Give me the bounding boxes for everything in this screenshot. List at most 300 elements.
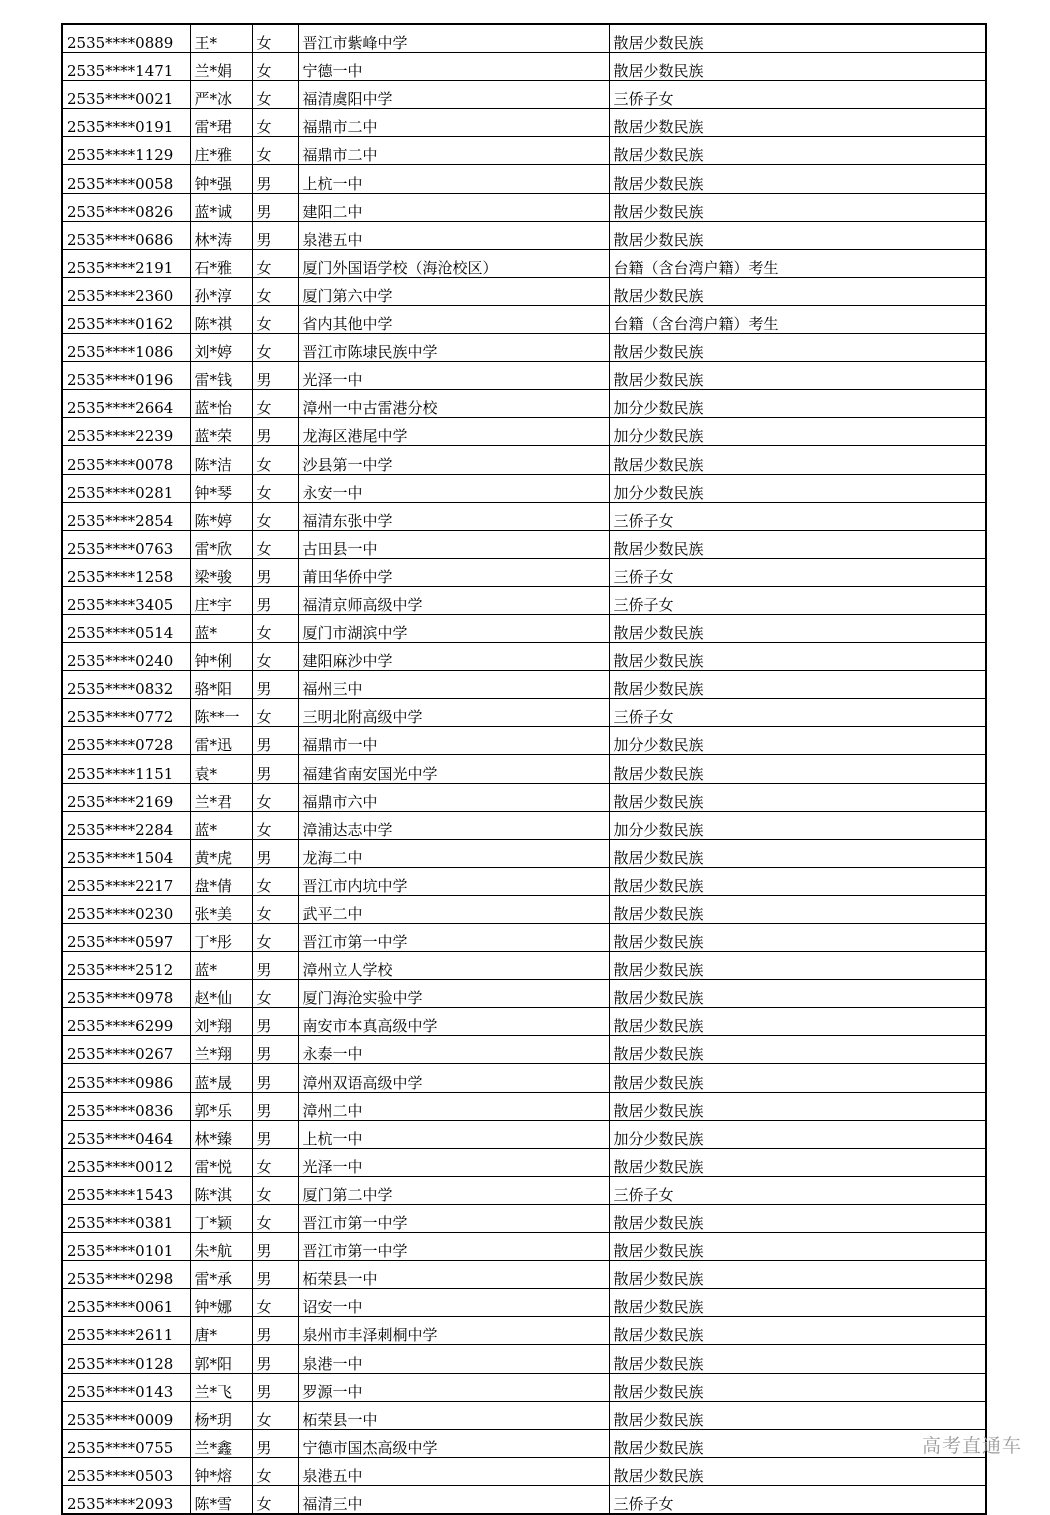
category-cell: 台籍（含台湾户籍）考生 bbox=[609, 305, 986, 333]
school-cell: 漳州一中古雷港分校 bbox=[298, 390, 609, 418]
exam-number-cell: 2535****1504 bbox=[62, 839, 190, 867]
exam-number-cell: 2535****0772 bbox=[62, 699, 190, 727]
table-row bbox=[62, 362, 986, 390]
name-cell: 蓝* bbox=[190, 952, 252, 980]
school-cell: 三明北附高级中学 bbox=[298, 699, 609, 727]
category-cell: 三侨子女 bbox=[609, 699, 986, 727]
gender-cell: 女 bbox=[252, 783, 298, 811]
category-cell: 散居少数民族 bbox=[609, 109, 986, 137]
name-cell: 骆*阳 bbox=[190, 671, 252, 699]
table-row bbox=[62, 193, 986, 221]
category-cell: 散居少数民族 bbox=[609, 1345, 986, 1373]
school-cell: 晋江市内坑中学 bbox=[298, 867, 609, 895]
name-cell: 盘*倩 bbox=[190, 867, 252, 895]
school-cell: 上杭一中 bbox=[298, 1120, 609, 1148]
school-cell: 南安市本真高级中学 bbox=[298, 1008, 609, 1036]
gender-cell: 女 bbox=[252, 924, 298, 952]
gender-cell: 男 bbox=[252, 1036, 298, 1064]
category-cell: 散居少数民族 bbox=[609, 614, 986, 642]
gender-cell: 女 bbox=[252, 1176, 298, 1204]
exam-number-cell: 2535****0162 bbox=[62, 305, 190, 333]
name-cell: 陈*婷 bbox=[190, 502, 252, 530]
exam-number-cell: 2535****2093 bbox=[62, 1485, 190, 1514]
table-row bbox=[62, 811, 986, 839]
category-cell: 散居少数民族 bbox=[609, 1036, 986, 1064]
gender-cell: 女 bbox=[252, 277, 298, 305]
school-cell: 漳州立人学校 bbox=[298, 952, 609, 980]
table-row bbox=[62, 1401, 986, 1429]
name-cell: 庄*雅 bbox=[190, 137, 252, 165]
gender-cell: 女 bbox=[252, 1289, 298, 1317]
table-row bbox=[62, 109, 986, 137]
table-row bbox=[62, 643, 986, 671]
exam-number-cell: 2535****0012 bbox=[62, 1148, 190, 1176]
exam-number-cell: 2535****1129 bbox=[62, 137, 190, 165]
table-row bbox=[62, 980, 986, 1008]
category-cell: 散居少数民族 bbox=[609, 1233, 986, 1261]
school-cell: 古田县一中 bbox=[298, 530, 609, 558]
name-cell: 梁*骏 bbox=[190, 558, 252, 586]
category-cell: 三侨子女 bbox=[609, 81, 986, 109]
exam-number-cell: 2535****2169 bbox=[62, 783, 190, 811]
table-row bbox=[62, 1120, 986, 1148]
category-cell: 散居少数民族 bbox=[609, 1373, 986, 1401]
name-cell: 雷*欣 bbox=[190, 530, 252, 558]
school-cell: 厦门市湖滨中学 bbox=[298, 614, 609, 642]
name-cell: 钟*强 bbox=[190, 165, 252, 193]
name-cell: 钟*俐 bbox=[190, 643, 252, 671]
exam-number-cell: 2535****0381 bbox=[62, 1204, 190, 1232]
exam-number-cell: 2535****0058 bbox=[62, 165, 190, 193]
exam-number-cell: 2535****0196 bbox=[62, 362, 190, 390]
name-cell: 刘*婷 bbox=[190, 334, 252, 362]
exam-number-cell: 2535****0755 bbox=[62, 1429, 190, 1457]
gender-cell: 女 bbox=[252, 699, 298, 727]
table-row bbox=[62, 165, 986, 193]
school-cell: 福建省南安国光中学 bbox=[298, 755, 609, 783]
school-cell: 福鼎市二中 bbox=[298, 137, 609, 165]
school-cell: 建阳麻沙中学 bbox=[298, 643, 609, 671]
table-row bbox=[62, 558, 986, 586]
school-cell: 晋江市陈埭民族中学 bbox=[298, 334, 609, 362]
exam-number-cell: 2535****0009 bbox=[62, 1401, 190, 1429]
table-row bbox=[62, 1176, 986, 1204]
gender-cell: 女 bbox=[252, 643, 298, 671]
category-cell: 散居少数民族 bbox=[609, 1317, 986, 1345]
name-cell: 钟*熔 bbox=[190, 1457, 252, 1485]
exam-number-cell: 2535****0128 bbox=[62, 1345, 190, 1373]
category-cell: 散居少数民族 bbox=[609, 755, 986, 783]
gender-cell: 女 bbox=[252, 811, 298, 839]
gender-cell: 男 bbox=[252, 755, 298, 783]
gender-cell: 女 bbox=[252, 305, 298, 333]
table-row bbox=[62, 502, 986, 530]
table-row bbox=[62, 1289, 986, 1317]
category-cell: 散居少数民族 bbox=[609, 895, 986, 923]
category-cell: 散居少数民族 bbox=[609, 1429, 986, 1457]
name-cell: 丁*颖 bbox=[190, 1204, 252, 1232]
table-row bbox=[62, 614, 986, 642]
table-row bbox=[62, 1429, 986, 1457]
category-cell: 散居少数民族 bbox=[609, 1204, 986, 1232]
school-cell: 福鼎市一中 bbox=[298, 727, 609, 755]
school-cell: 建阳二中 bbox=[298, 193, 609, 221]
category-cell: 散居少数民族 bbox=[609, 446, 986, 474]
exam-number-cell: 2535****0728 bbox=[62, 727, 190, 755]
gender-cell: 女 bbox=[252, 1485, 298, 1514]
table-row bbox=[62, 305, 986, 333]
category-cell: 三侨子女 bbox=[609, 558, 986, 586]
name-cell: 朱*航 bbox=[190, 1233, 252, 1261]
table-row bbox=[62, 1317, 986, 1345]
exam-number-cell: 2535****0230 bbox=[62, 895, 190, 923]
table-row bbox=[62, 1204, 986, 1232]
exam-number-cell: 2535****1151 bbox=[62, 755, 190, 783]
name-cell: 王* bbox=[190, 24, 252, 53]
category-cell: 散居少数民族 bbox=[609, 924, 986, 952]
name-cell: 郭*阳 bbox=[190, 1345, 252, 1373]
table-row bbox=[62, 53, 986, 81]
name-cell: 石*雅 bbox=[190, 249, 252, 277]
table-row bbox=[62, 1457, 986, 1485]
category-cell: 散居少数民族 bbox=[609, 24, 986, 53]
category-cell: 散居少数民族 bbox=[609, 165, 986, 193]
school-cell: 泉港五中 bbox=[298, 221, 609, 249]
table-row bbox=[62, 390, 986, 418]
exam-number-cell: 2535****0836 bbox=[62, 1092, 190, 1120]
name-cell: 蓝*怡 bbox=[190, 390, 252, 418]
school-cell: 厦门外国语学校（海沧校区） bbox=[298, 249, 609, 277]
school-cell: 福清虞阳中学 bbox=[298, 81, 609, 109]
gender-cell: 男 bbox=[252, 1233, 298, 1261]
gender-cell: 男 bbox=[252, 418, 298, 446]
table-row bbox=[62, 1485, 986, 1514]
gender-cell: 女 bbox=[252, 474, 298, 502]
exam-number-cell: 2535****1471 bbox=[62, 53, 190, 81]
gender-cell: 男 bbox=[252, 1429, 298, 1457]
gender-cell: 男 bbox=[252, 586, 298, 614]
name-cell: 钟*娜 bbox=[190, 1289, 252, 1317]
gender-cell: 女 bbox=[252, 446, 298, 474]
gender-cell: 女 bbox=[252, 53, 298, 81]
category-cell: 散居少数民族 bbox=[609, 1401, 986, 1429]
school-cell: 上杭一中 bbox=[298, 165, 609, 193]
school-cell: 永泰一中 bbox=[298, 1036, 609, 1064]
school-cell: 漳浦达志中学 bbox=[298, 811, 609, 839]
school-cell: 福清三中 bbox=[298, 1485, 609, 1514]
category-cell: 三侨子女 bbox=[609, 1485, 986, 1514]
table-row bbox=[62, 277, 986, 305]
exam-number-cell: 2535****2360 bbox=[62, 277, 190, 305]
category-cell: 加分少数民族 bbox=[609, 811, 986, 839]
exam-number-cell: 2535****0191 bbox=[62, 109, 190, 137]
category-cell: 散居少数民族 bbox=[609, 839, 986, 867]
school-cell: 泉州市丰泽刺桐中学 bbox=[298, 1317, 609, 1345]
table-row bbox=[62, 1345, 986, 1373]
name-cell: 蓝* bbox=[190, 614, 252, 642]
category-cell: 散居少数民族 bbox=[609, 137, 986, 165]
school-cell: 福鼎市六中 bbox=[298, 783, 609, 811]
school-cell: 厦门第二中学 bbox=[298, 1176, 609, 1204]
category-cell: 散居少数民族 bbox=[609, 1261, 986, 1289]
name-cell: 陈*雪 bbox=[190, 1485, 252, 1514]
table-row bbox=[62, 755, 986, 783]
gender-cell: 女 bbox=[252, 614, 298, 642]
gender-cell: 男 bbox=[252, 727, 298, 755]
name-cell: 林*涛 bbox=[190, 221, 252, 249]
table-row bbox=[62, 221, 986, 249]
school-cell: 晋江市第一中学 bbox=[298, 924, 609, 952]
name-cell: 赵*仙 bbox=[190, 980, 252, 1008]
school-cell: 晋江市第一中学 bbox=[298, 1233, 609, 1261]
name-cell: 陈**一 bbox=[190, 699, 252, 727]
category-cell: 散居少数民族 bbox=[609, 643, 986, 671]
gender-cell: 女 bbox=[252, 530, 298, 558]
table-row bbox=[62, 586, 986, 614]
gender-cell: 女 bbox=[252, 1204, 298, 1232]
exam-number-cell: 2535****2854 bbox=[62, 502, 190, 530]
category-cell: 散居少数民族 bbox=[609, 362, 986, 390]
table-row bbox=[62, 474, 986, 502]
name-cell: 蓝* bbox=[190, 811, 252, 839]
gender-cell: 女 bbox=[252, 390, 298, 418]
name-cell: 张*美 bbox=[190, 895, 252, 923]
exam-number-cell: 2535****2664 bbox=[62, 390, 190, 418]
table-row bbox=[62, 671, 986, 699]
gender-cell: 女 bbox=[252, 81, 298, 109]
gender-cell: 男 bbox=[252, 221, 298, 249]
gender-cell: 男 bbox=[252, 952, 298, 980]
table-row bbox=[62, 446, 986, 474]
table-row bbox=[62, 1233, 986, 1261]
exam-number-cell: 2535****0101 bbox=[62, 1233, 190, 1261]
category-cell: 散居少数民族 bbox=[609, 53, 986, 81]
name-cell: 兰*翔 bbox=[190, 1036, 252, 1064]
exam-number-cell: 2535****2284 bbox=[62, 811, 190, 839]
gender-cell: 男 bbox=[252, 1373, 298, 1401]
exam-number-cell: 2535****0021 bbox=[62, 81, 190, 109]
gender-cell: 女 bbox=[252, 137, 298, 165]
name-cell: 陈*淇 bbox=[190, 1176, 252, 1204]
school-cell: 晋江市紫峰中学 bbox=[298, 24, 609, 53]
name-cell: 刘*翔 bbox=[190, 1008, 252, 1036]
gender-cell: 女 bbox=[252, 1148, 298, 1176]
exam-number-cell: 2535****2217 bbox=[62, 867, 190, 895]
name-cell: 兰*鑫 bbox=[190, 1429, 252, 1457]
gender-cell: 女 bbox=[252, 502, 298, 530]
name-cell: 庄*宇 bbox=[190, 586, 252, 614]
table-row bbox=[62, 895, 986, 923]
school-cell: 漳州二中 bbox=[298, 1092, 609, 1120]
table-row bbox=[62, 783, 986, 811]
category-cell: 散居少数民族 bbox=[609, 783, 986, 811]
gender-cell: 男 bbox=[252, 671, 298, 699]
school-cell: 厦门第六中学 bbox=[298, 277, 609, 305]
gender-cell: 男 bbox=[252, 1008, 298, 1036]
school-cell: 泉港一中 bbox=[298, 1345, 609, 1373]
name-cell: 蓝*荣 bbox=[190, 418, 252, 446]
exam-number-cell: 2535****1258 bbox=[62, 558, 190, 586]
school-cell: 厦门海沧实验中学 bbox=[298, 980, 609, 1008]
name-cell: 唐* bbox=[190, 1317, 252, 1345]
name-cell: 蓝*诚 bbox=[190, 193, 252, 221]
gender-cell: 男 bbox=[252, 165, 298, 193]
gender-cell: 女 bbox=[252, 334, 298, 362]
table-row bbox=[62, 530, 986, 558]
school-cell: 晋江市第一中学 bbox=[298, 1204, 609, 1232]
name-cell: 严*冰 bbox=[190, 81, 252, 109]
gender-cell: 女 bbox=[252, 109, 298, 137]
name-cell: 雷*悦 bbox=[190, 1148, 252, 1176]
name-cell: 钟*琴 bbox=[190, 474, 252, 502]
category-cell: 加分少数民族 bbox=[609, 1120, 986, 1148]
table-row bbox=[62, 24, 986, 53]
category-cell: 加分少数民族 bbox=[609, 474, 986, 502]
table-row bbox=[62, 334, 986, 362]
name-cell: 兰*君 bbox=[190, 783, 252, 811]
exam-number-cell: 2535****0464 bbox=[62, 1120, 190, 1148]
table-row bbox=[62, 1036, 986, 1064]
gender-cell: 女 bbox=[252, 249, 298, 277]
category-cell: 加分少数民族 bbox=[609, 390, 986, 418]
school-cell: 诏安一中 bbox=[298, 1289, 609, 1317]
school-cell: 武平二中 bbox=[298, 895, 609, 923]
category-cell: 三侨子女 bbox=[609, 586, 986, 614]
table-row bbox=[62, 1008, 986, 1036]
school-cell: 光泽一中 bbox=[298, 362, 609, 390]
category-cell: 散居少数民族 bbox=[609, 1064, 986, 1092]
table-row bbox=[62, 418, 986, 446]
exam-number-cell: 2535****1086 bbox=[62, 334, 190, 362]
exam-number-cell: 2535****0298 bbox=[62, 1261, 190, 1289]
gender-cell: 女 bbox=[252, 980, 298, 1008]
category-cell: 加分少数民族 bbox=[609, 727, 986, 755]
exam-number-cell: 2535****0240 bbox=[62, 643, 190, 671]
category-cell: 散居少数民族 bbox=[609, 193, 986, 221]
category-cell: 加分少数民族 bbox=[609, 418, 986, 446]
exam-number-cell: 2535****0832 bbox=[62, 671, 190, 699]
gender-cell: 女 bbox=[252, 867, 298, 895]
school-cell: 宁德市国杰高级中学 bbox=[298, 1429, 609, 1457]
name-cell: 黄*虎 bbox=[190, 839, 252, 867]
gender-cell: 男 bbox=[252, 1317, 298, 1345]
category-cell: 散居少数民族 bbox=[609, 1008, 986, 1036]
school-cell: 福清东张中学 bbox=[298, 502, 609, 530]
school-cell: 沙县第一中学 bbox=[298, 446, 609, 474]
table-row bbox=[62, 699, 986, 727]
gender-cell: 女 bbox=[252, 24, 298, 53]
table-row bbox=[62, 867, 986, 895]
exam-number-cell: 2535****6299 bbox=[62, 1008, 190, 1036]
name-cell: 杨*玥 bbox=[190, 1401, 252, 1429]
name-cell: 林*臻 bbox=[190, 1120, 252, 1148]
table-row bbox=[62, 1148, 986, 1176]
exam-number-cell: 2535****0503 bbox=[62, 1457, 190, 1485]
category-cell: 三侨子女 bbox=[609, 502, 986, 530]
category-cell: 台籍（含台湾户籍）考生 bbox=[609, 249, 986, 277]
name-cell: 袁* bbox=[190, 755, 252, 783]
gender-cell: 男 bbox=[252, 1261, 298, 1289]
name-cell: 陈*洁 bbox=[190, 446, 252, 474]
exam-number-cell: 2535****2512 bbox=[62, 952, 190, 980]
name-cell: 陈*祺 bbox=[190, 305, 252, 333]
school-cell: 柘荣县一中 bbox=[298, 1401, 609, 1429]
exam-number-cell: 2535****0061 bbox=[62, 1289, 190, 1317]
table-row bbox=[62, 249, 986, 277]
gender-cell: 女 bbox=[252, 1457, 298, 1485]
name-cell: 郭*乐 bbox=[190, 1092, 252, 1120]
category-cell: 散居少数民族 bbox=[609, 671, 986, 699]
school-cell: 福州三中 bbox=[298, 671, 609, 699]
category-cell: 散居少数民族 bbox=[609, 1457, 986, 1485]
exam-number-cell: 2535****0826 bbox=[62, 193, 190, 221]
roster-table bbox=[61, 23, 987, 1515]
gender-cell: 男 bbox=[252, 1064, 298, 1092]
school-cell: 泉港五中 bbox=[298, 1457, 609, 1485]
exam-number-cell: 2535****0078 bbox=[62, 446, 190, 474]
category-cell: 散居少数民族 bbox=[609, 334, 986, 362]
table-row bbox=[62, 924, 986, 952]
gender-cell: 女 bbox=[252, 895, 298, 923]
exam-number-cell: 2535****0763 bbox=[62, 530, 190, 558]
category-cell: 散居少数民族 bbox=[609, 952, 986, 980]
category-cell: 散居少数民族 bbox=[609, 867, 986, 895]
school-cell: 柘荣县一中 bbox=[298, 1261, 609, 1289]
exam-number-cell: 2535****0686 bbox=[62, 221, 190, 249]
category-cell: 散居少数民族 bbox=[609, 277, 986, 305]
name-cell: 蓝*晟 bbox=[190, 1064, 252, 1092]
name-cell: 雷*迅 bbox=[190, 727, 252, 755]
school-cell: 罗源一中 bbox=[298, 1373, 609, 1401]
table-row bbox=[62, 137, 986, 165]
name-cell: 雷*珺 bbox=[190, 109, 252, 137]
exam-number-cell: 2535****0281 bbox=[62, 474, 190, 502]
gender-cell: 男 bbox=[252, 1345, 298, 1373]
table-row bbox=[62, 81, 986, 109]
gender-cell: 男 bbox=[252, 1120, 298, 1148]
name-cell: 雷*承 bbox=[190, 1261, 252, 1289]
exam-number-cell: 2535****2239 bbox=[62, 418, 190, 446]
category-cell: 散居少数民族 bbox=[609, 980, 986, 1008]
exam-number-cell: 2535****0889 bbox=[62, 24, 190, 53]
table-row bbox=[62, 1092, 986, 1120]
school-cell: 光泽一中 bbox=[298, 1148, 609, 1176]
gender-cell: 男 bbox=[252, 193, 298, 221]
name-cell: 孙*淳 bbox=[190, 277, 252, 305]
table-row bbox=[62, 1064, 986, 1092]
table-row bbox=[62, 1261, 986, 1289]
watermark-text: 高考直通车 bbox=[921, 1435, 1022, 1457]
name-cell: 雷*钱 bbox=[190, 362, 252, 390]
school-cell: 福鼎市二中 bbox=[298, 109, 609, 137]
gender-cell: 男 bbox=[252, 558, 298, 586]
exam-number-cell: 2535****0986 bbox=[62, 1064, 190, 1092]
exam-number-cell: 2535****1543 bbox=[62, 1176, 190, 1204]
school-cell: 龙海区港尾中学 bbox=[298, 418, 609, 446]
exam-number-cell: 2535****0978 bbox=[62, 980, 190, 1008]
category-cell: 三侨子女 bbox=[609, 1176, 986, 1204]
category-cell: 散居少数民族 bbox=[609, 1289, 986, 1317]
school-cell: 永安一中 bbox=[298, 474, 609, 502]
school-cell: 省内其他中学 bbox=[298, 305, 609, 333]
category-cell: 散居少数民族 bbox=[609, 530, 986, 558]
category-cell: 散居少数民族 bbox=[609, 221, 986, 249]
gender-cell: 男 bbox=[252, 1092, 298, 1120]
category-cell: 散居少数民族 bbox=[609, 1092, 986, 1120]
exam-number-cell: 2535****0514 bbox=[62, 614, 190, 642]
name-cell: 兰*娟 bbox=[190, 53, 252, 81]
gender-cell: 男 bbox=[252, 839, 298, 867]
